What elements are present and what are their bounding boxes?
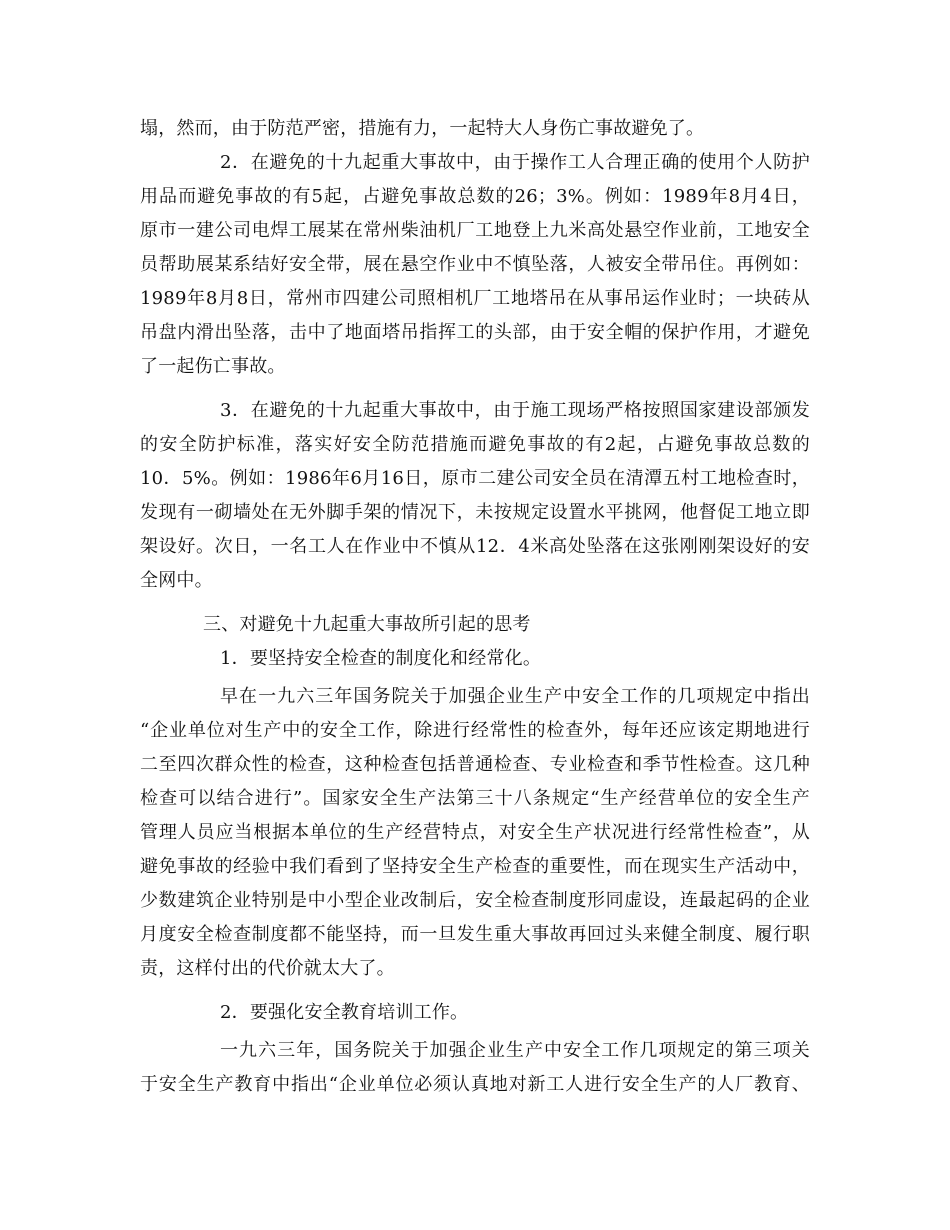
text-line: 10．5%。例如：1986年6月16日，原市二建公司安全员在清潭五村工地检查时，: [140, 468, 810, 489]
text-line: 发现有一砌墙处在无外脚手架的情况下，未按规定设置水平挑网，他督促工地立即: [140, 502, 810, 523]
text-line: 了一起伤亡事故。: [140, 356, 286, 377]
text-line: 用品而避免事故的有5起，占避免事故总数的26；3%。例如：1989年8月4日，: [140, 186, 810, 207]
text-line: 2．在避免的十九起重大事故中，由于操作工人合理正确的使用个人防护: [220, 152, 810, 173]
subsection-heading: 2．要强化安全教育培训工作。: [220, 1002, 469, 1023]
subsection-heading: 1．要坚持安全检查的制度化和经常化。: [220, 648, 542, 669]
text-line: 员帮助展某系结好安全带，展在悬空作业中不慎坠落，人被安全带吊住。再例如：: [140, 254, 810, 275]
text-line: 全网中。: [140, 570, 213, 591]
text-line: 1989年8月8日，常州市四建公司照相机厂工地塔吊在从事吊运作业时；一块砖从: [140, 288, 810, 309]
text-line: 塌，然而，由于防范严密，措施有力，一起特大人身伤亡事故避免了。: [140, 118, 705, 139]
text-line: “企业单位对生产中的安全工作，除进行经常性的检查外，每年还应该定期地进行: [140, 720, 810, 741]
text-line: 于安全生产教育中指出“企业单位必须认真地对新工人进行安全生产的人厂教育、: [140, 1074, 810, 1095]
text-line: 原市一建公司电焊工展某在常州柴油机厂工地登上九米高处悬空作业前，工地安全: [140, 220, 810, 241]
text-line: 责，这样付出的代价就太大了。: [140, 958, 395, 979]
text-line: 3．在避免的十九起重大事故中，由于施工现场严格按照国家建设部颁发: [220, 400, 810, 421]
text-line: 一九六三年，国务院关于加强企业生产中安全工作几项规定的第三项关: [220, 1040, 810, 1061]
text-line: 的安全防护标准，落实好安全防范措施而避免事故的有2起，占避免事故总数的: [140, 434, 810, 455]
text-line: 避免事故的经验中我们看到了坚持安全生产检查的重要性，而在现实生产活动中，: [140, 856, 810, 877]
text-line: 早在一九六三年国务院关于加强企业生产中安全工作的几项规定中指出: [220, 686, 810, 707]
section-heading: 三、对避免十九起重大事故所引起的思考: [203, 614, 531, 635]
text-line: 架设好。次日，一名工人在作业中不慎从12．4米高处坠落在这张刚刚架设好的安: [140, 536, 810, 557]
text-line: 吊盘内滑出坠落，击中了地面塔吊指挥工的头部，由于安全帽的保护作用，才避免: [140, 322, 810, 343]
text-line: 少数建筑企业特别是中小型企业改制后，安全检查制度形同虚设，连最起码的企业: [140, 890, 810, 911]
text-line: 月度安全检查制度都不能坚持，而一旦发生重大事故再回过头来健全制度、履行职: [140, 924, 810, 945]
text-line: 二至四次群众性的检查，这种检查包括普通检查、专业检查和季节性检查。这几种: [140, 754, 810, 775]
text-line: 管理人员应当根据本单位的生产经营特点，对安全生产状况进行经常性检查”，从: [140, 822, 810, 843]
text-line: 检查可以结合进行”。国家安全生产法第三十八条规定“生产经营单位的安全生产: [140, 788, 810, 809]
